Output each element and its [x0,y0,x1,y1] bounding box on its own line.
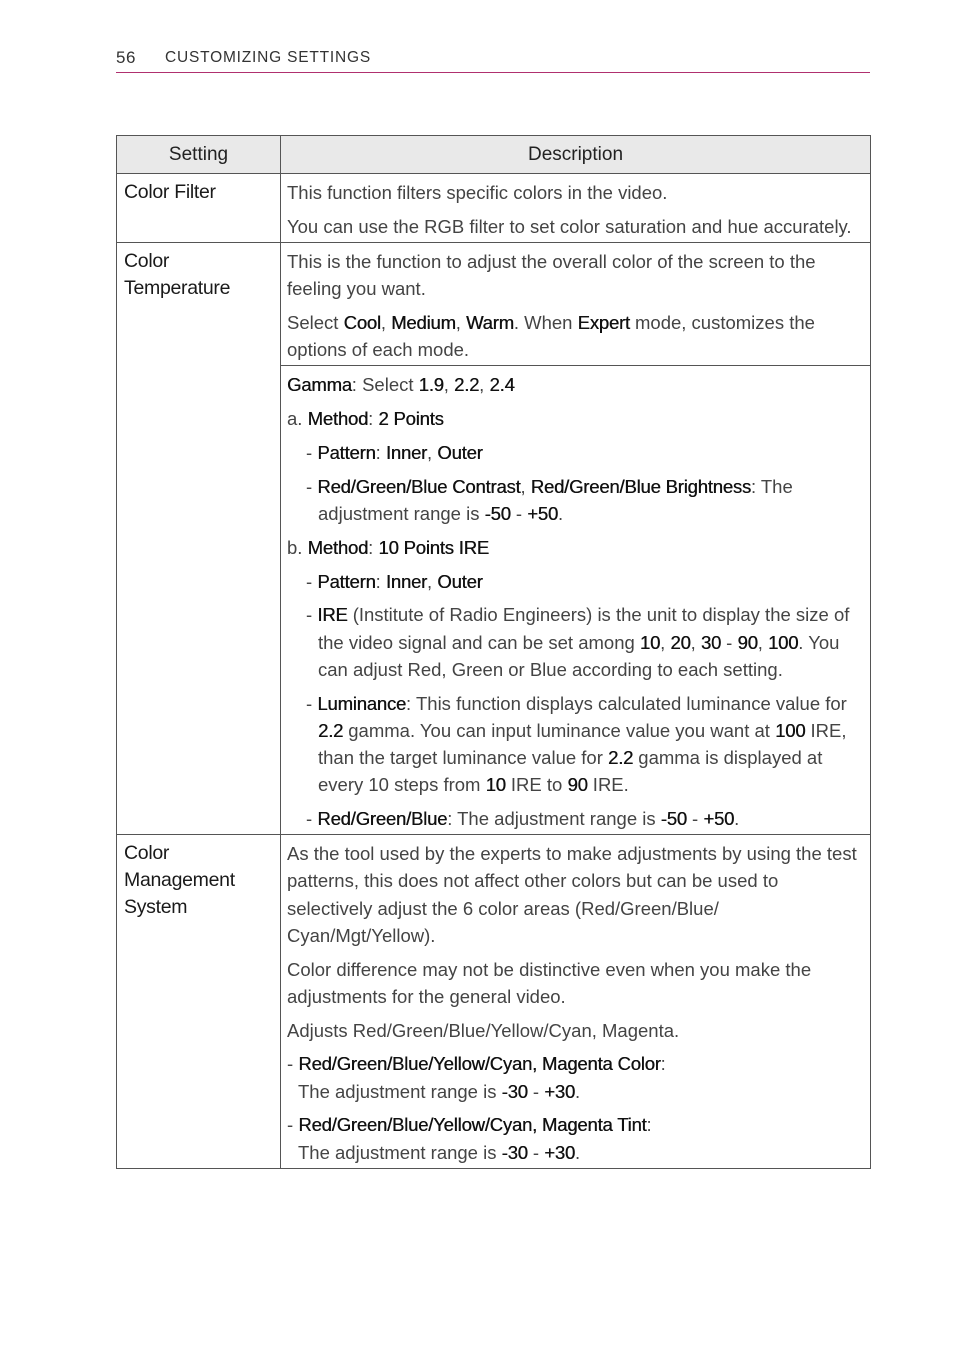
option-cool: Cool [343,312,381,333]
option-expert: Expert [577,312,630,333]
description-paragraph: As the tool used by the experts to make adjustments by using the test patterns, this does not affect other colors but can be used to selectively adjust the 6 color areas (Red/Green/Blue/ Cyan/Mgt/Yellow). [287,843,857,946]
rgb-line: - Red/Green/Blue: The adjustment range is -50 - +50. [306,808,740,829]
contrast-brightness-line: - Red/Green/Blue Contrast, Red/Green/Blue Brightness: The adjustment range is -50 - +50. [306,475,793,524]
setting-name-color-management-system [117,835,281,1169]
page-number: 56 [116,48,136,67]
setting-name-text: Temperature [124,277,231,299]
description-paragraph: Color difference may not be distinctive even when you make the adjustments for the general video. [287,958,812,1007]
ire-line: - IRE (Institute of Radio Engineers) is the unit to display the size of the video signal and can be set among 10, 20, 30 - 90, 100. You can adjust Red, Green or Blue according to each setting. [306,604,850,680]
method-a-line: a. Method: 2 Points [287,408,444,430]
description-paragraph: Adjusts Red/Green/Blue/Yellow/Cyan, Magenta. [287,1019,680,1041]
description-paragraph: You can use the RGB filter to set color saturation and hue accurately. [287,215,852,237]
description-color-temperature [281,243,871,366]
method-b-line: b. Method: 10 Points IRE [287,536,489,558]
setting-name-text: Color [124,842,170,865]
pattern-b-line: - Pattern: Inner, Outer [306,570,483,592]
setting-name-text: Color Filter [124,181,216,203]
table-row-color-temperature [117,243,871,366]
column-header-setting: Setting [117,136,281,174]
luminance-line: - Luminance: This function displays calculated luminance value for 2.2 gamma. You can input luminance value you want at 100 IRE, than the target luminance value for 2.2 gamma is displayed at every 10 steps from 10 IRE to 90 IRE. [306,692,847,796]
table-header-row [117,136,871,174]
cms-color-line: - Red/Green/Blue/Yellow/Cyan, Magenta Color: The adjustment range is -30 - +30. [287,1053,666,1102]
column-header-description: Description [281,136,871,174]
setting-name-color-filter [117,174,281,243]
section-title: CUSTOMIZING SETTINGS [165,49,372,66]
setting-name-color-temperature [117,243,281,835]
page-header [116,48,870,73]
description-color-management-system [281,835,871,1169]
setting-name-text: Color [124,250,170,272]
description-paragraph: This function filters specific colors in the video. [287,182,668,203]
cms-tint-line: - Red/Green/Blue/Yellow/Cyan, Magenta Tint: The adjustment range is -30 - +30. [287,1114,652,1163]
description-paragraph: Select Cool, Medium, Warm. When Expert mode, customizes the options of each mode. [287,312,815,361]
setting-name-text: System [124,896,188,919]
pattern-a-line: - Pattern: Inner, Outer [306,442,483,463]
table-row-color-management-system [117,835,871,1169]
gamma-line: Gamma: Select 1.9, 2.2, 2.4 [287,374,515,396]
description-gamma [281,366,871,835]
option-medium: Medium [391,312,456,333]
settings-table [116,135,871,1169]
description-color-filter [281,174,871,243]
table-row-color-filter [117,174,871,243]
option-warm: Warm [465,312,514,333]
description-paragraph: This is the function to adjust the overall color of the screen to the feeling you want. [287,251,816,300]
setting-name-text: Management [124,869,235,892]
